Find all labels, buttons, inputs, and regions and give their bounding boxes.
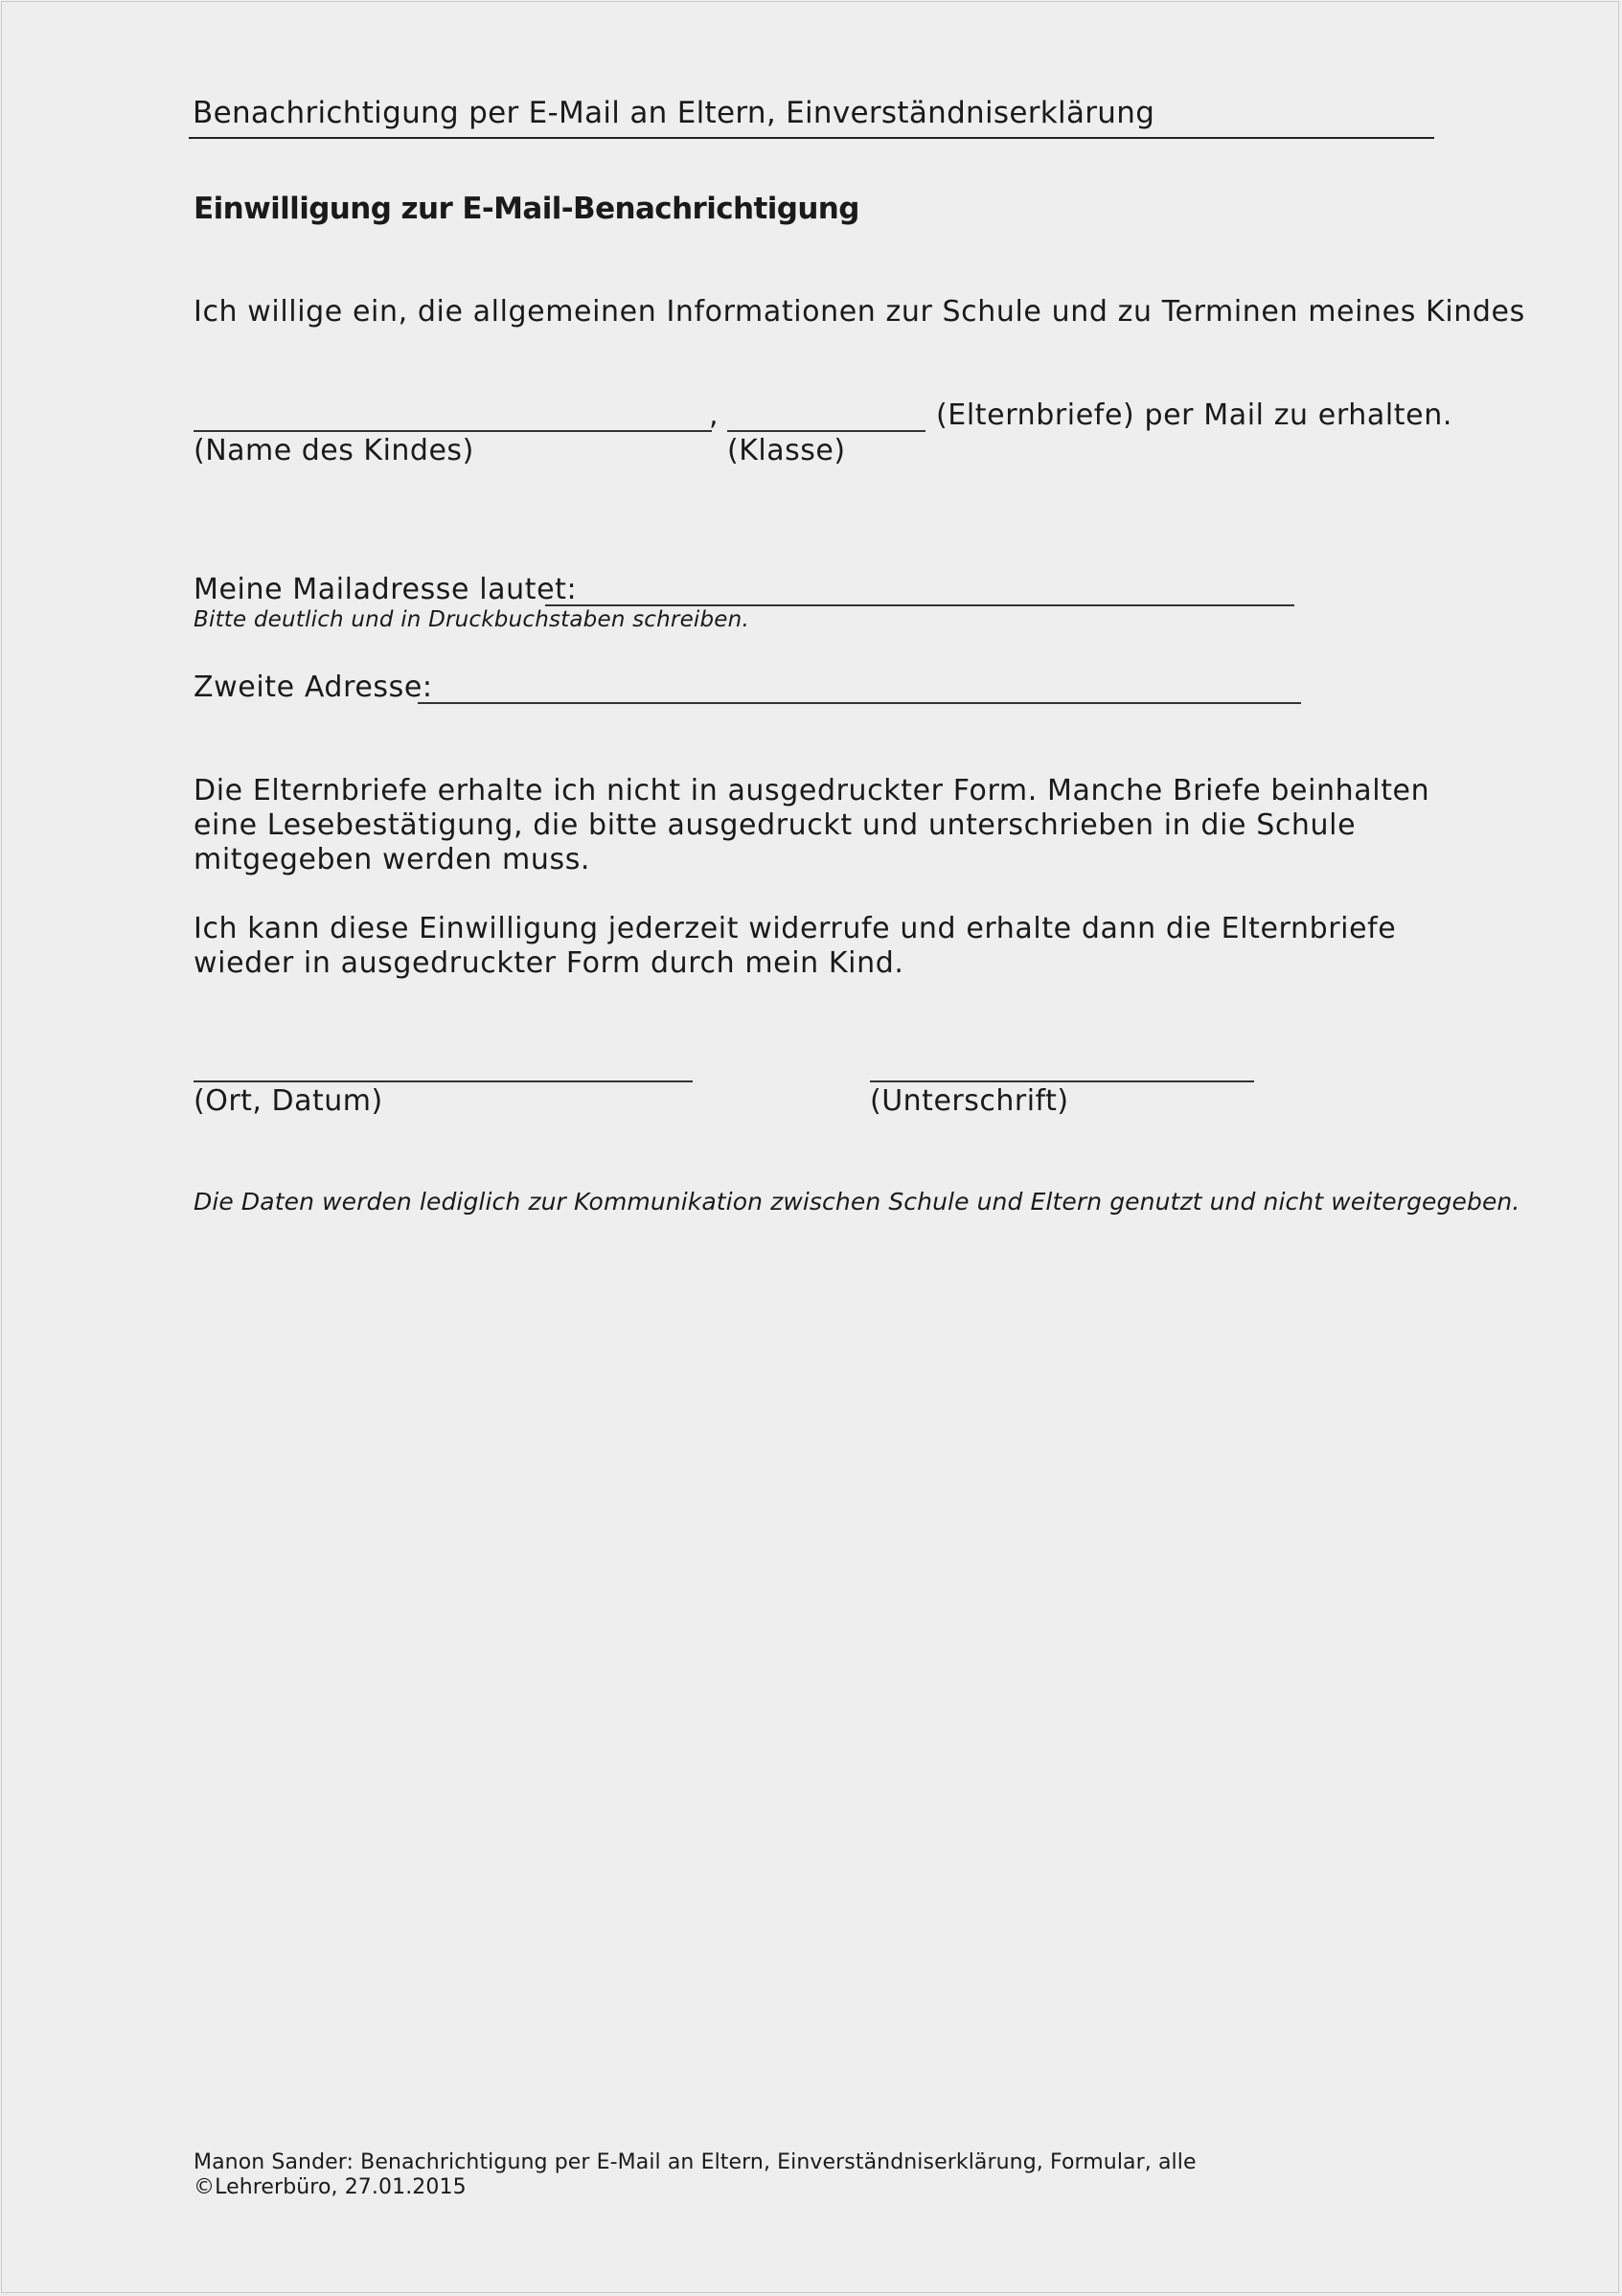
class-field[interactable] [727, 430, 925, 432]
footer-author-line: Manon Sander: Benachrichtigung per E-Mail an Eltern, Einverständniserklärung, Formular, alle [194, 2150, 1197, 2174]
consent-suffix-text: (Elternbriefe) per Mail zu erhalten. [936, 398, 1452, 432]
child-name-label: (Name des Kindes) [194, 434, 474, 467]
document-header-title: Benachrichtigung per E-Mail an Eltern, Einverständniserklärung [193, 96, 1155, 130]
comma-separator: , [709, 398, 719, 432]
second-address-field[interactable] [418, 702, 1301, 704]
revocation-paragraph: Ich kann diese Einwilligung jederzeit widerrufe und erhalte dann die Elternbriefe wieder in ausgedruckter Form durch mein Kind. [194, 912, 1397, 980]
header-rule [189, 137, 1434, 139]
form-heading: Einwilligung zur E-Mail-Benachrichtigung [194, 192, 859, 226]
email-label: Meine Mailadresse lautet: [194, 573, 578, 606]
class-label: (Klasse) [727, 434, 846, 467]
page-border [1, 1, 1619, 2293]
signature-label: (Unterschrift) [870, 1084, 1069, 1118]
consent-intro-text: Ich willige ein, die allgemeinen Informationen zur Schule und zu Terminen meines Kindes [194, 295, 1525, 329]
place-date-label: (Ort, Datum) [194, 1084, 383, 1118]
footer-copyright-line: ©Lehrerbüro, 27.01.2015 [194, 2175, 467, 2199]
second-address-label: Zweite Adresse: [194, 671, 433, 704]
email-hint: Bitte deutlich und in Druckbuchstaben schreiben. [194, 607, 749, 632]
privacy-note: Die Daten werden lediglich zur Kommunikation zwischen Schule und Eltern genutzt und nicht weitergegeben. [194, 1188, 1520, 1216]
email-field[interactable] [545, 604, 1294, 606]
signature-field[interactable] [870, 1080, 1254, 1082]
printed-letters-paragraph: Die Elternbriefe erhalte ich nicht in ausgedruckter Form. Manche Briefe beinhalten eine Lesebestätigung, die bitte ausgedruckt und unterschrieben in die Schule mitgegeben werden muss. [194, 774, 1430, 876]
child-name-field[interactable] [194, 430, 712, 432]
place-date-field[interactable] [194, 1080, 693, 1082]
